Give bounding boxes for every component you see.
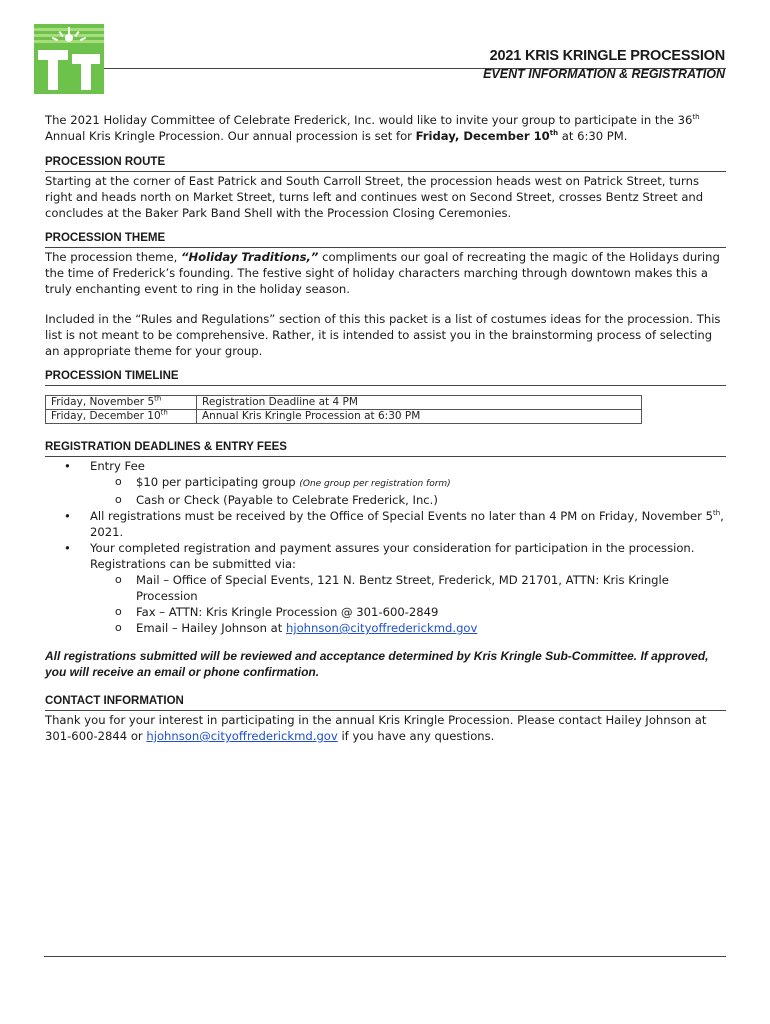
- intro-paragraph: The 2021 Holiday Committee of Celebrate Frederick, Inc. would like to invite your group to participate in the 36th Annual Kris Kringle Procession. Our annual procession is set for Friday, December 10th at 6:30 PM.: [45, 113, 700, 143]
- route-section: [45, 155, 726, 221]
- list-item: o Email – Hailey Johnson at hjohnson@cityoffrederickmd.gov: [90, 620, 726, 636]
- timeline-date: Friday, November 5th: [46, 396, 197, 410]
- registration-section: [45, 440, 726, 636]
- theme-paragraph: The procession theme, “Holiday Traditions,” compliments our goal of recreating the magic of the Holidays during the time of Frederick’s founding. The festive sight of holiday characters marching through downtown makes this a truly enchanting event to ring in the holiday season.: [45, 250, 720, 296]
- list-item: o $10 per participating group (One group per registration form): [90, 474, 726, 492]
- list-item: • Entry Fee o $10 per participating group (One group per registration form) o Cash or Check (Payable to Celebrate Frederick, Inc.): [45, 458, 726, 508]
- footer-divider: [44, 956, 726, 957]
- registration-email-link[interactable]: hjohnson@cityoffrederickmd.gov: [286, 621, 478, 635]
- approval-note: All registrations submitted will be reviewed and acceptance determined by Kris Kringle Sub-Committee. If approved, you will receive an email or phone confirmation.: [45, 649, 709, 679]
- table-row: [46, 410, 642, 424]
- timeline-section: [45, 369, 726, 424]
- contact-email-link[interactable]: hjohnson@cityoffrederickmd.gov: [146, 729, 338, 743]
- timeline-date: Friday, December 10th: [46, 410, 197, 424]
- list-item: o Mail – Office of Special Events, 121 N. Bentz Street, Frederick, MD 21701, ATTN: Kris Kringle Procession: [90, 572, 726, 604]
- contact-section: [45, 694, 726, 744]
- list-item: o Cash or Check (Payable to Celebrate Frederick, Inc.): [90, 492, 726, 508]
- celebrate-frederick-logo: [34, 24, 104, 94]
- timeline-event: Annual Kris Kringle Procession at 6:30 PM: [197, 410, 642, 424]
- theme-section: [45, 231, 726, 359]
- list-item: • Your completed registration and payment assures your consideration for participation in the procession. Registrations can be submitted via: o Mail – Office of Special Events, 121 N. Bentz Street, Frederick, MD 21701, ATTN: Kris Kringle Procession o Fax – ATTN: Kris Kringle Procession @ 301-600-2849 o Email – Hailey Johnson at hjohnson@cityoffrederickmd.gov: [45, 540, 726, 636]
- document-subtitle: EVENT INFORMATION & REGISTRATION: [483, 67, 725, 81]
- timeline-table: [45, 395, 642, 424]
- costume-paragraph: Included in the “Rules and Regulations” section of this this packet is a list of costumes ideas for the procession. This list is not meant to be comprehensive. Rather, it is intended to assist you in the brainstorming process of selecting an appropriate theme for your group.: [45, 312, 721, 358]
- list-item: • All registrations must be received by the Office of Special Events no later than 4 PM on Friday, November 5th, 2021.: [45, 508, 726, 540]
- table-row: [46, 396, 642, 410]
- contact-heading: CONTACT INFORMATION: [45, 694, 726, 711]
- registration-heading: REGISTRATION DEADLINES & ENTRY FEES: [45, 440, 726, 457]
- contact-text: Thank you for your interest in participating in the annual Kris Kringle Procession. Please contact Hailey Johnson at 301-600-2844 or hjohnson@cityoffrederickmd.gov if you have any questions.: [45, 713, 707, 743]
- theme-heading: PROCESSION THEME: [45, 231, 726, 248]
- list-item: o Fax – ATTN: Kris Kringle Procession @ 301-600-2849: [90, 604, 726, 620]
- document-body: [45, 112, 726, 754]
- document-title: 2021 KRIS KRINGLE PROCESSION: [489, 48, 725, 64]
- timeline-heading: PROCESSION TIMELINE: [45, 369, 726, 386]
- route-heading: PROCESSION ROUTE: [45, 155, 726, 172]
- registration-list: [45, 458, 726, 636]
- route-text: Starting at the corner of East Patrick and South Carroll Street, the procession heads west on Patrick Street, turns right and heads north on Market Street, turns left and continues west on Second Street, crosses Bentz Street and concludes at the Baker Park Band Shell with the Procession Closing Ceremonies.: [45, 174, 704, 220]
- timeline-event: Registration Deadline at 4 PM: [197, 396, 642, 410]
